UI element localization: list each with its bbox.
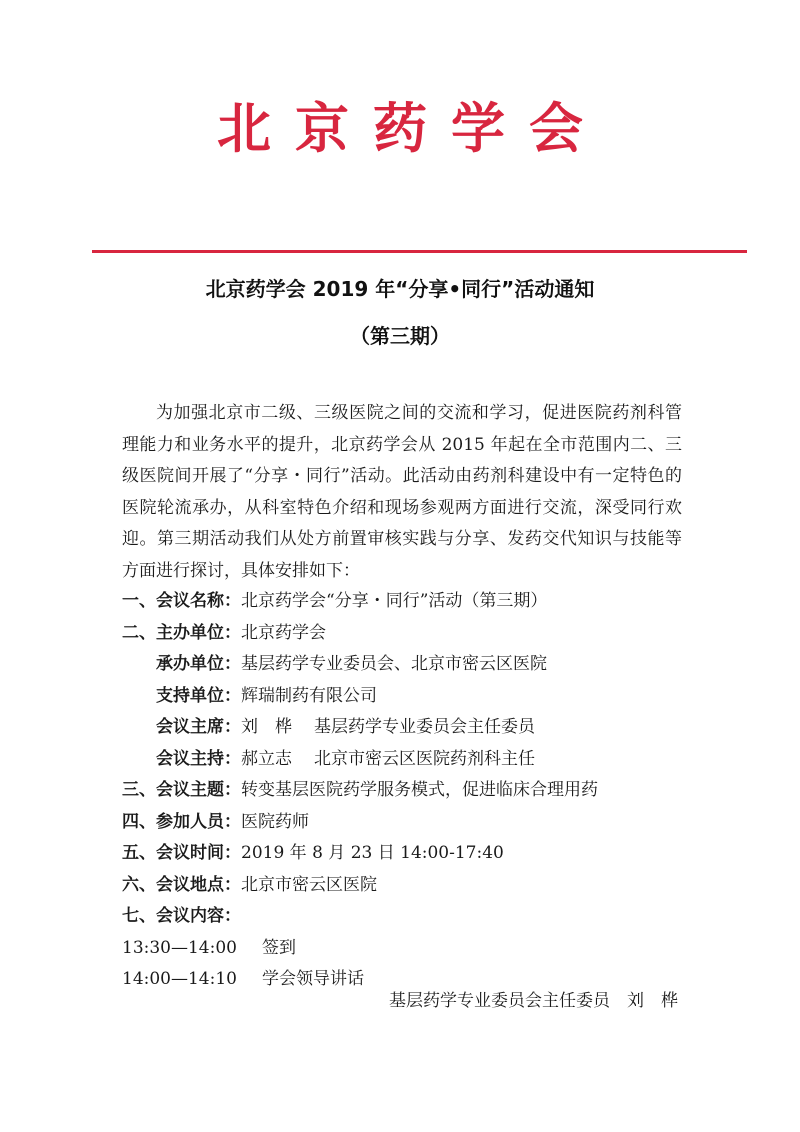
intro-paragraph: 为加强北京市二级、三级医院之间的交流和学习，促进医院药剂科管理能力和业务水平的提升，北京药学会从 2015 年起在全市范围内二、三级医院间开展了“分享・同行”活动。此活动由药剂科建设中有一定特色的医院轮流承办，从科室特色介绍和现场参观两方面进行交流，深受同行欢迎。第三期活动我们从处方前置审核实践与分享、发药交代知识与技能等方面进行探讨，具体安排如下：: [122, 403, 682, 581]
item-value: 2019 年 8 月 23 日 14:00-17:40: [241, 843, 504, 863]
schedule-activity: 签到: [262, 937, 296, 958]
item-value: 医院药师: [241, 811, 309, 832]
schedule-row: [122, 933, 722, 965]
schedule-time: 13:30—14:00: [122, 937, 237, 958]
item-label: 承办单位：: [156, 654, 241, 674]
item-participants: [122, 807, 722, 839]
item-chair: [122, 712, 722, 744]
moderator-title: 北京市密云区医院药剂科主任: [314, 748, 535, 769]
meeting-details: [122, 586, 722, 996]
item-label: 七、会议内容：: [122, 906, 241, 926]
signature-line: 基层药学专业委员会主任委员 刘 桦: [389, 991, 678, 1011]
item-label: 会议主席：: [156, 717, 241, 737]
schedule-time: 14:00—14:10: [122, 969, 237, 989]
item-value: 基层药学专业委员会、北京市密云区医院: [241, 654, 547, 674]
item-label: 五、会议时间：: [122, 843, 241, 863]
item-organizer: [122, 649, 722, 681]
item-sponsor: [122, 681, 722, 713]
item-value: 北京药学会“分享・同行”活动（第三期）: [241, 591, 548, 611]
item-value: 转变基层医院药学服务模式，促进临床合理用药: [241, 780, 598, 800]
chair-name: 刘 桦: [241, 717, 292, 737]
item-moderator: [122, 744, 722, 776]
red-divider-line: [92, 250, 747, 253]
masthead-org-name: 北京药学会: [217, 97, 607, 160]
notice-title: 北京药学会 2019 年“分享•同行”活动通知: [205, 277, 595, 301]
item-label: 六、会议地点：: [122, 874, 241, 895]
item-host: [122, 618, 722, 650]
chair-title: 基层药学专业委员会主任委员: [314, 717, 535, 737]
item-location: [122, 870, 722, 902]
item-label: 四、参加人员：: [122, 811, 241, 832]
item-label: 一、会议名称：: [122, 591, 241, 611]
notice-subtitle: （第三期）: [350, 324, 450, 348]
item-value: 北京药学会: [241, 622, 326, 643]
item-content: [122, 901, 722, 933]
item-time: [122, 838, 722, 870]
item-label: 三、会议主题：: [122, 780, 241, 800]
item-label: 支持单位：: [156, 685, 241, 706]
item-value: 北京市密云区医院: [241, 874, 377, 895]
item-meeting-name: [122, 586, 722, 618]
item-label: 二、主办单位：: [122, 622, 241, 643]
item-label: 会议主持：: [156, 748, 241, 769]
moderator-name: 郝立志: [241, 748, 292, 769]
schedule-activity: 学会领导讲话: [262, 969, 364, 989]
item-value: 辉瑞制药有限公司: [241, 685, 377, 706]
item-theme: [122, 775, 722, 807]
